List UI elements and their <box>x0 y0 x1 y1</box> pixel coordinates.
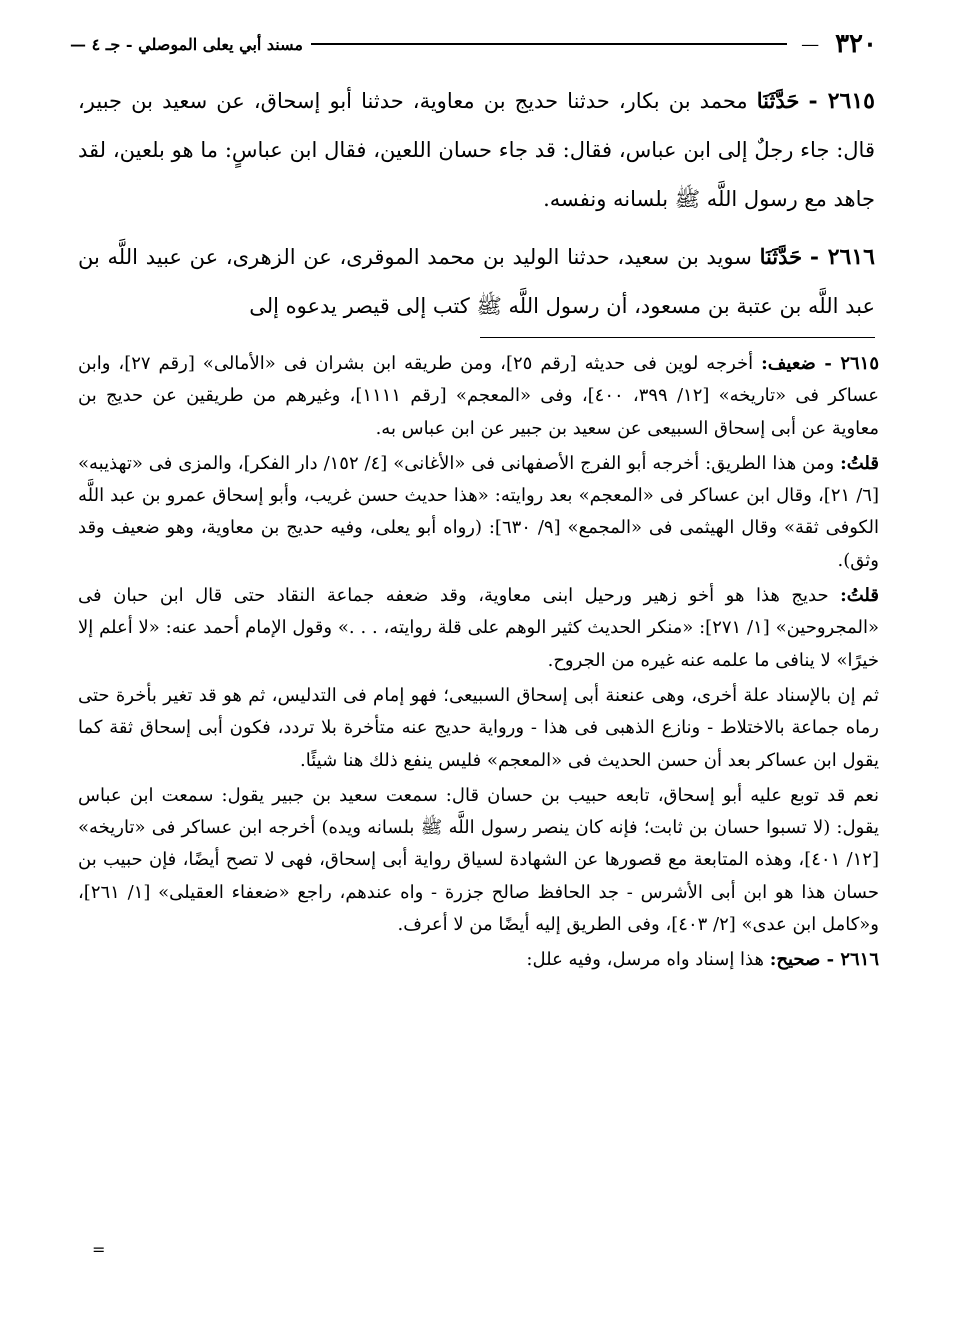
hadith-text: سويد بن سعيد، حدثنا الوليد بن محمد الموقرى، عن الزهرى، عن عبيد اللَّه بن عبد اللَّه بن عتبة بن مسعود، أن رسول اللَّه ﷺ كتب إلى قيصر يدعوه إلى <box>78 245 875 318</box>
running-title: مسند أبي يعلى الموصلي - جـ ٤ — <box>70 34 303 54</box>
footnote-lead: قلتُ: <box>840 452 879 474</box>
footnote-2615 <box>78 348 879 445</box>
footnote-text: ومن هذا الطريق: أخرجه أبو الفرج الأصفهانى فى «الأغانى» [٤/ ١٥٢/ دار الفكر]، والمزى فى «تهذيبه» [٦/ ٢١]، وقال ابن عساكر فى «المعجم» بعد روايته: «هذا حديث حسن غريب، وأبو إسحاق عمرو بن عبد اللَّه الكوفى ثقة» وقال الهيثمى فى «المجمع» [٩/ ٦٣٠]: (رواه أبو يعلى، وفيه حديج بن معاوية، وهو ضعيف وقد وثق). <box>78 452 879 571</box>
footnote-text: أخرجه لوين فى حديثه [رقم ٢٥]، ومن طريقه ابن بشران فى «الأمالى» [رقم ٢٧]، وابن عساكر فى «تاريخه» [١٢/ ٣٩٩، ٤٠٠]، وفى «المعجم» [رقم ١١١١]، وغيرهم من طريقين عن حديج بن معاوية عن أبى إسحاق السبيعى عن سعيد بن جبير عن ابن عباس به. <box>78 353 880 439</box>
footnote-paragraph <box>78 448 879 577</box>
hadith-2616 <box>78 232 875 331</box>
footnote-lead: ٢٦١٥ - ضعيف: <box>761 353 879 374</box>
footnote-text: نعم قد توبع عليه أبو إسحاق، تابعه حبيب بن حسان قال: سمعت سعيد بن جبير يقول: سمعت ابن عباس يقول: (لا تسبوا حسان بن ثابت؛ فإنه كان ينصر رسول اللَّه ﷺ بلسانه ويده) أخرجه ابن عساكر فى «تاريخه» [١٢/ ٤٠١]، وهذه المتابعة مع قصورها عن الشهادة لسياق رواية أبى إسحاق، فهى لا تصح أيضًا، فإن حبيب بن حسان هذا هو ابن أبى الأشرس - جد الحافظ صالح جزرة - واه عندهم، راجع «ضعفاء العقيلى» [١/ ٢٦١]، و«كامل ابن عدى» [٢/ ٤٠٣]، وفى الطريق إليه أيضًا من لا أعرف. <box>78 784 879 936</box>
hadith-2615 <box>78 76 875 224</box>
footnote-lead: قلتُ: <box>840 585 879 607</box>
page-number: ٣٢٠ <box>835 29 877 59</box>
continuation-mark: = <box>92 1240 106 1259</box>
footnote-text: ثم إن بالإسناد علة أخرى، وهى عنعنة أبى إسحاق السبيعى؛ فهو إمام فى التدليس، ثم هو قد تغير بأخرة حتى رماه جماعة بالاختلاط - ونازع الذهبى فى هذا - ورواية حديج عنه متأخرة بلا تردد، فكون أبى إسحاق ثقة كما يقول ابن عساكر بعد أن حسن الحديث فى «المعجم» فليس ينفع ذلك هنا شيئًا. <box>78 684 879 771</box>
main-text <box>78 76 875 337</box>
footnote-paragraph <box>78 780 879 941</box>
footnote-text: هذا إسناد واه مرسل، وفيه علل: <box>526 949 764 971</box>
footnote-lead: ٢٦١٦ - صحيح: <box>769 949 879 971</box>
page-header <box>70 24 877 64</box>
footnote-divider <box>480 337 875 338</box>
hadith-number: ٢٦١٥ - <box>808 88 875 114</box>
hadith-text: محمد بن بكار، حدثنا حديج بن معاوية، حدثنا أبو إسحاق، عن سعيد بن جبير، قال: جاء رجلٌ إلى ابن عباس، فقال: قد جاء حسان اللعين، فقال ابن عباسٍ: ما هو بلعين، لقد جاهد مع رسول اللَّه ﷺ بلسانه ونفسه. <box>78 89 875 211</box>
footnote-2616 <box>78 944 879 976</box>
header-dash: — <box>801 33 820 55</box>
hadith-number: ٢٦١٦ - <box>809 244 875 270</box>
footnote-paragraph <box>78 680 879 777</box>
hadith-keyword: حَدَّثَنَا <box>759 244 803 269</box>
hadith-keyword: حَدَّثَنَا <box>756 88 800 113</box>
header-rule <box>311 43 787 45</box>
footnote-text: حديج هذا هو أخو زهير ورحيل ابنى معاوية، وقد ضعفه جماعة النقاد حتى قال ابن حبان فى «المجروحين» [١/ ٢٧١]: «منكر الحديث كثير الوهم على قلة روايته، . . .» وقول الإمام أحمد عنه: «لا أعلم إلا خيرًا» لا ينافى ما علمه عنه غيره من الجروح. <box>78 585 879 671</box>
footnotes <box>78 348 879 980</box>
footnote-paragraph <box>78 580 879 677</box>
